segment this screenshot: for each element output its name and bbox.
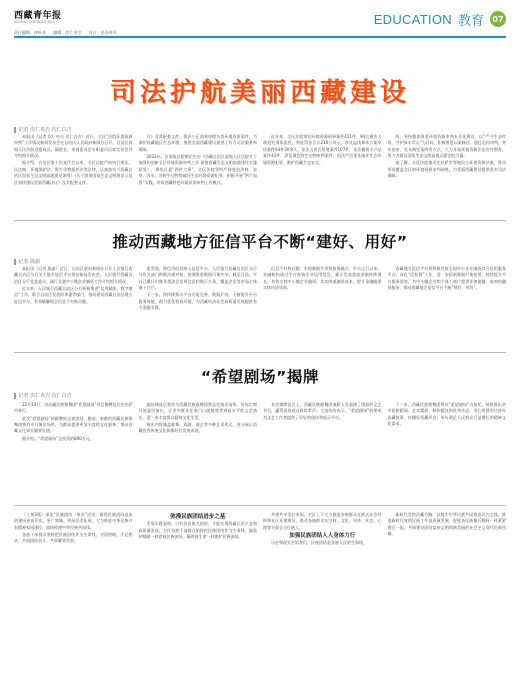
article1-column	[388, 134, 507, 214]
article1-headline: 司法护航美丽西藏建设	[109, 78, 410, 108]
paragraph: 发展实践表明，只有各民族大团结，才能实现西藏长治久安和高质量发展。全区各族干部群众始终把民族团结作为生命线，像爱护眼睛一样珍视民族团结，像珍视生命一样维护民族团结。	[138, 521, 257, 540]
paragraph: （上接3版）深化“民族团结一家亲”活动，推进民族团结进步创建向更高层次、更广领域、更深层次拓展，大力推进中华民族共有精神家园建设，加快构建中华民族共同体。	[14, 512, 133, 530]
paragraph: 此次“希望剧场”的揭牌标志着团结、勤奋、奉献的西藏民族歌舞团将有专门演出场所，为群众提供更加丰富的文化服务，推动西藏文化事业繁荣发展。	[14, 415, 133, 434]
paragraph: 下一步，将持续推动平台功能完善、数据扩容，不断提升平台服务效能，助力优化营商环境，为西藏经济社会高质量发展提供有力金融支撑。	[138, 292, 257, 311]
article4-column	[388, 512, 507, 692]
page-number-badge: 07	[490, 11, 506, 27]
article2-byline	[14, 258, 40, 265]
paragraph: 各族干部群众坚持把民族团结作为生命线，守望相助、手足相亲，共同团结奋斗、共同繁荣发展。	[14, 532, 133, 544]
editor-credit: 责任编辑：仲旺来	[14, 30, 46, 35]
paragraph: 建发展，将信用信息纳入征信平台，人民银行西藏自治区分行与有关部门积极沟通对接，协调推进数据归集共享，截至目前，平台已累计归集各类涉企信用信息约数百万条，覆盖企业等市场主体逾十万户。	[138, 266, 257, 291]
paragraph: 近年来，人民银行西藏自治区分行积极推进“信用赋能、数字增信”工作，联合自治区发展改革委等部门，推动建设西藏自治区地方征信平台，有效破解银企信息不对称问题。	[14, 286, 133, 304]
newspaper-logo: 西藏青年报	[14, 11, 62, 21]
article1-column	[14, 134, 133, 214]
byline-marker	[14, 127, 16, 133]
article2-column	[14, 266, 133, 346]
article3-byline	[14, 392, 72, 399]
article2-byline-text: 记者 陈渝	[18, 259, 41, 265]
article4-column	[14, 512, 133, 692]
paragraph: 新时代党的治藏方略，以铸牢中华民族共同体意识为主线，推进新时代党的民族工作高质量发展，促进各民族像石榴籽一样紧紧抱在一起，共同建设团结富裕文明和谐美丽的社会主义现代化新西藏。	[387, 512, 506, 537]
article2-body	[14, 266, 506, 346]
paragraph: 线，坚持整体推进环境资源审判专业化建设，以“严守生态红线、守护绿水青山”为目标，积极推进以案释法，通过巡回审判、旁听庭审、发布典型案例等方式，大力开展环境资源法治宣传教育，努力为建设国家生态文明高地贡献法院力量。	[387, 134, 506, 159]
article1-headline-band	[14, 72, 506, 112]
editor-credit: 设计：尼玛卓玛	[88, 30, 117, 35]
paragraph: 据介绍，自治区第十次党代会以来，全区法院严格执行刑法、民法典、环境保护法、野生动物保护法等法律，认真落实《西藏自治区国家生态文明高地建设条例》《关于创建国家生态文明建设示范区加快建设美丽西藏决议》及其配套文件。	[14, 160, 133, 185]
section-name-en: EDUCATION	[373, 11, 452, 27]
paragraph: 据了解，全区法院推动在拉萨市等地设立环境资源法庭，推动形成覆盖全区的环境资源审判网络，为美丽西藏建设提供坚实司法保障。	[387, 160, 506, 179]
header-rule	[14, 36, 506, 38]
article3-column	[14, 402, 133, 500]
article1-byline-text: 记者 次仁央吉 次仁白吉	[18, 127, 72, 133]
newspaper-subtitle: XIZANG QINGNIAN BAO	[14, 20, 56, 24]
paragraph: 议》及其配套文件，依法公正高效审理各类环境资源案件，为保护西藏地区生态环境、推进美丽西藏建设提供了有力司法服务和保障。	[138, 134, 257, 152]
paragraph: 西藏地方征信平台将积极对接全国中小企业融资综合信用服务平台，深化“信易贷”工作，进一步拓展数据归集范围，持续提升平台服务质效，为中小微企业和个体工商户提供更加便捷、高效的融资服务，推动西藏地方征信平台不断“建好、用好”。	[387, 266, 506, 291]
article4-subhead: 加强民族团结人人身体力行	[289, 533, 356, 540]
article3-headline: “希望剧场”揭牌	[200, 368, 320, 386]
article3-column	[139, 402, 258, 500]
paragraph: 近年来，全区法院审结环境资源刑事案件421件，94名被告人被追究刑事责任，判处罚金合计210万余元。涉及盗伐林木立案审结案件64件20余人，非法占用农用地案件107件，非法捕捞水产品案件43件，涉及濒危野生动物审判案件，依法严厉惩处破坏生态环境资源犯罪，维护西藏生态安全。	[263, 134, 382, 165]
article1-byline	[14, 126, 72, 133]
paragraph: 2022年，区高级法院制定出台《西藏自治区高级人民法院关于加强和创新全区环境资源审判工作 助推西藏生态文明高地建设实施意见》，聚焦区委“四件大事”，全区法院坚持严格惩治涉林、涉草、涉水、涉野生动物等破坏生态环境资源犯罪，积极开展“两个加强”实践，形成西藏特色环境资源审判工作模式。	[138, 154, 257, 185]
article1-column	[263, 134, 382, 214]
article2-headline: 推动西藏地方征信平台不断“建好、用好”	[112, 233, 408, 251]
byline-marker	[14, 393, 16, 399]
article3-column	[388, 402, 507, 500]
section-divider	[14, 220, 506, 221]
article4-subhead: 弥漫民族团结进步之基	[170, 514, 226, 520]
article2-column	[139, 266, 258, 346]
article2-column	[388, 266, 507, 346]
article2-column	[263, 266, 382, 346]
article1-body	[14, 134, 506, 214]
paragraph: 据介绍，“希望剧场”总投资约800万元。	[22, 435, 94, 441]
article3-column	[263, 402, 382, 500]
paragraph: 本次揭牌仪式上，西藏民族歌舞团演职人员表演了精彩的文艺节目，赢得现场观众阵阵掌声。大家纷纷表示，“希望剧场”的建成为文艺工作者提供了更好的创作和展示平台。	[263, 402, 382, 420]
section-divider	[14, 505, 506, 506]
paragraph: 本报讯（记者 陈渝）近日，自治区政府新闻办召开人民银行西藏自治区分行关于地方征信平台建设新闻发布会。人民银行西藏自治区分行党委委员、副行长就中小微企业融资工作介绍相关情况。	[14, 266, 133, 284]
section-name-cn: 教育	[457, 13, 484, 29]
paragraph: 历史和现实告诉我们，民族团结是各族人民的生命线。	[271, 540, 367, 546]
paragraph: 演出内容涵盖歌舞、戏剧、曲艺等多种艺术形式，充分展示西藏优秀传统文化和新时代发展成就。	[138, 422, 257, 434]
section-divider	[14, 352, 506, 353]
editor-credit: 编辑：次仁央宗	[53, 30, 82, 35]
article3-body	[14, 402, 506, 500]
paragraph: 信息不对称问题，实现数据共享和服务融合。平台运行以来，金融机构通过平台查询企业信用信息，累计发放贷款金额持续增长，有效支持中小微企业融资，切实降低融资成本，提升金融服务实体经济质效。	[263, 266, 382, 291]
article4-body	[14, 512, 506, 692]
paragraph: 共建共享美好家园。全区上下大力推进各族群众互嵌式社会结构和社区环境建设，推动各族群众在空间、文化、经济、社会、心理等方面全方位嵌入。	[263, 512, 382, 530]
article1-column	[139, 134, 258, 214]
paragraph: 本报讯（记者 次仁央吉 次仁白吉）近日，全区“法院环境资源审判”工作情况新闻发布会在自治区人民政府新闻办召开。自治区高级人民法院党组成员、副院长、审判委员会专职委员出席发布会并介绍相关情况。	[14, 134, 133, 159]
paragraph: 剧场建成后将作为西藏民族歌舞团常态化演出场所，每周定期开展惠民演出，让更多群众在家门口就能欣赏到高水平的文艺演出，进一步丰富群众精神文化生活。	[138, 402, 257, 420]
byline-marker	[14, 259, 16, 265]
paragraph: 12月14日，由西藏民族歌舞团“希望剧场”项目揭牌仪式在拉萨市举行。	[14, 402, 133, 414]
section-header	[374, 8, 506, 30]
article3-byline-text: 记者 次仁央吉 次仁白吉	[18, 393, 72, 399]
paragraph: 下一步，西藏民族歌舞团将以“希望剧场”为依托，持续推出更多思想精深、艺术精湛、制作精良的优秀作品，用心用情用功讲好西藏故事，传播好西藏声音，更好满足人民群众日益增长的精神文化需求。	[387, 402, 506, 427]
article4-column	[139, 512, 258, 692]
article4-column	[263, 512, 382, 692]
